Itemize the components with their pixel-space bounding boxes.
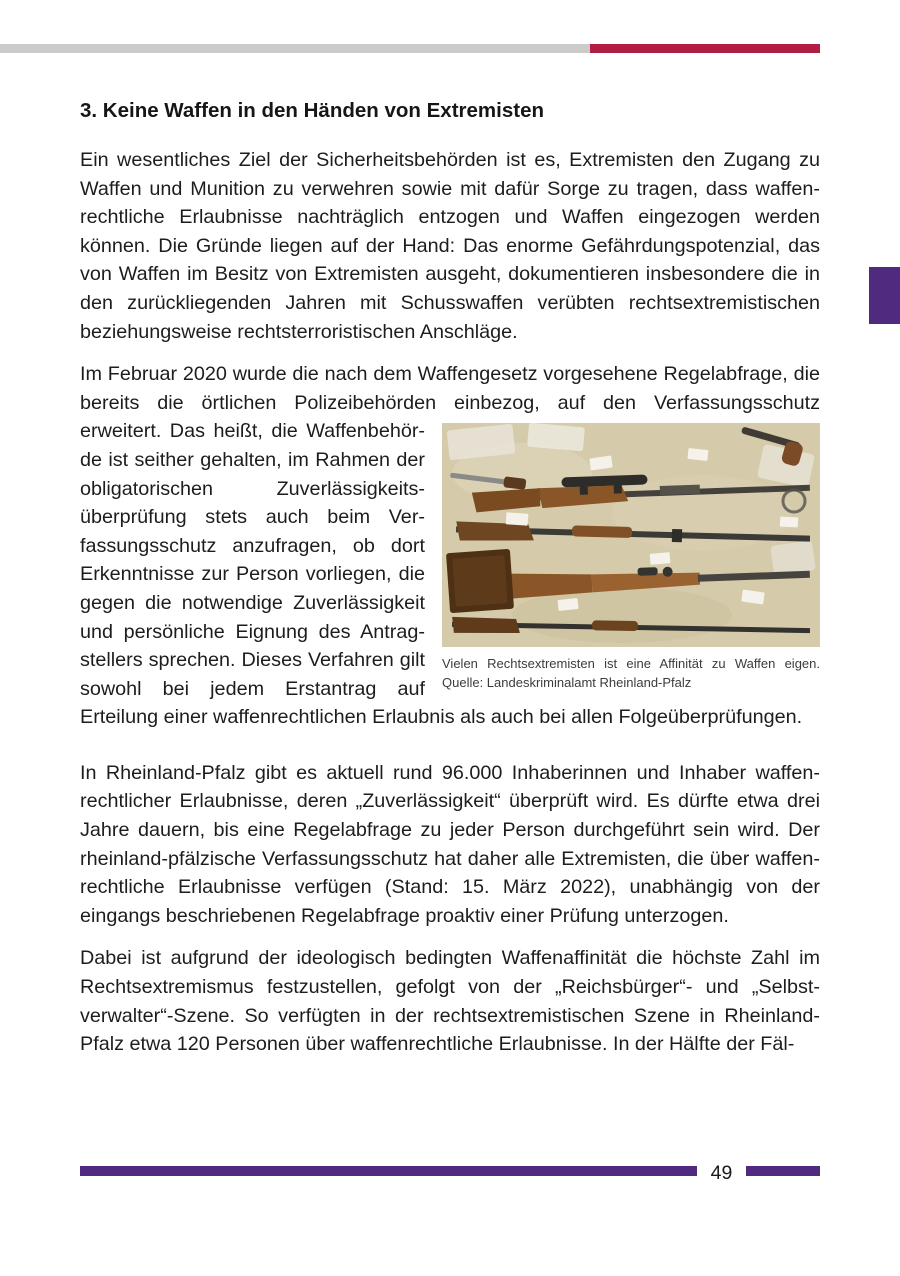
page-number: 49 [710, 1162, 733, 1184]
figure-source: Quelle: Landeskriminalamt Rheinland-Pfalz [442, 674, 692, 690]
figure-caption: Vielen Rechtsextremisten ist eine Affinität zu Waffen eigen. [442, 656, 820, 672]
weapons-figure [442, 423, 820, 692]
paragraph-1: Ein wesentliches Ziel der Sicherheitsbehörden ist es, Extremisten den Zugang zu Waffen und Munition zu verwehren sowie mit dafür Sorge zu tragen, dass waffenrechtliche Erlaubnisse nachträglich entzogen und Waffen eingezogen werden können. Die Gründe liegen auf der Hand: Das enorme Gefährdungspotenzial, das von Waffen im Besitz von Extremisten ausgeht, dokumentieren insbesondere die in den zurückliegenden Jahren mit Schusswaffen verübten rechtsextremistischen beziehungsweise rechtsterroristischen Anschläge. [80, 149, 820, 343]
weapons-photo [442, 423, 820, 647]
paragraph-2-intro: Im Februar 2020 wurde die nach dem Waffengesetz vorgesehene Regelabfrage, die bereits die örtlichen Polizeibehörden einbezog, auf den Verfassungsschutz [80, 363, 820, 414]
section-heading: 3. Keine Waffen in den Händen von Extremisten [80, 99, 544, 122]
footer-rule-right [746, 1166, 820, 1176]
top-rule-red-segment [590, 44, 820, 53]
paragraph-2-rest: erweitert. Das heißt, die Waffenbehörde ist seither gehalten, im Rahmen der obligatorischen Zuverlässigkeitsüberprüfung stets auch beim Verfassungsschutz anzufragen, ob dort Erkenntnisse zur Person vorliegen, die gegen die notwendige Zuverlässigkeit und persönliche Eignung des Antragstellers sprechen. Dieses Verfahren gilt sowohl bei jedem Erstantrag auf Erteilung einer waffenrechtlichen Erlaubnis als auch bei allen Folgeüberprüfungen. [80, 420, 803, 729]
paragraph-3: In Rheinland-Pfalz gibt es aktuell rund 96.000 Inhaberinnen und Inhaber waffenrechtlicher Erlaubnisse, deren „Zuverlässigkeit“ überprüft wird. Es dürfte etwa drei Jahre dauern, bis eine Regelabfrage zu jeder Person durchgeführt sein wird. Der rheinland-pfälzische Verfassungsschutz hat daher alle Extremisten, die über waffenrechtliche Erlaubnisse verfügen (Stand: 15. März 2022), unabhängig von der eingangs beschriebenen Regelabfrage proaktiv einer Prüfung unterzogen. [80, 761, 820, 927]
chapter-side-tab [869, 267, 900, 324]
paragraph-2 [80, 360, 820, 732]
footer-rule-left [80, 1166, 697, 1176]
page-content [80, 98, 820, 1059]
paragraph-4: Dabei ist aufgrund der ideologisch bedingten Waffenaffinität die höchste Zahl im Rechtsextremismus festzustellen, gefolgt von der „Reichsbürger“- und „Selbstverwalter“-Szene. So verfügten in der rechtsextremistischen Szene in Rheinland-Pfalz etwa 120 Personen über waffenrechtliche Erlaubnisse. In der Hälfte der Fäl- [80, 947, 820, 1056]
